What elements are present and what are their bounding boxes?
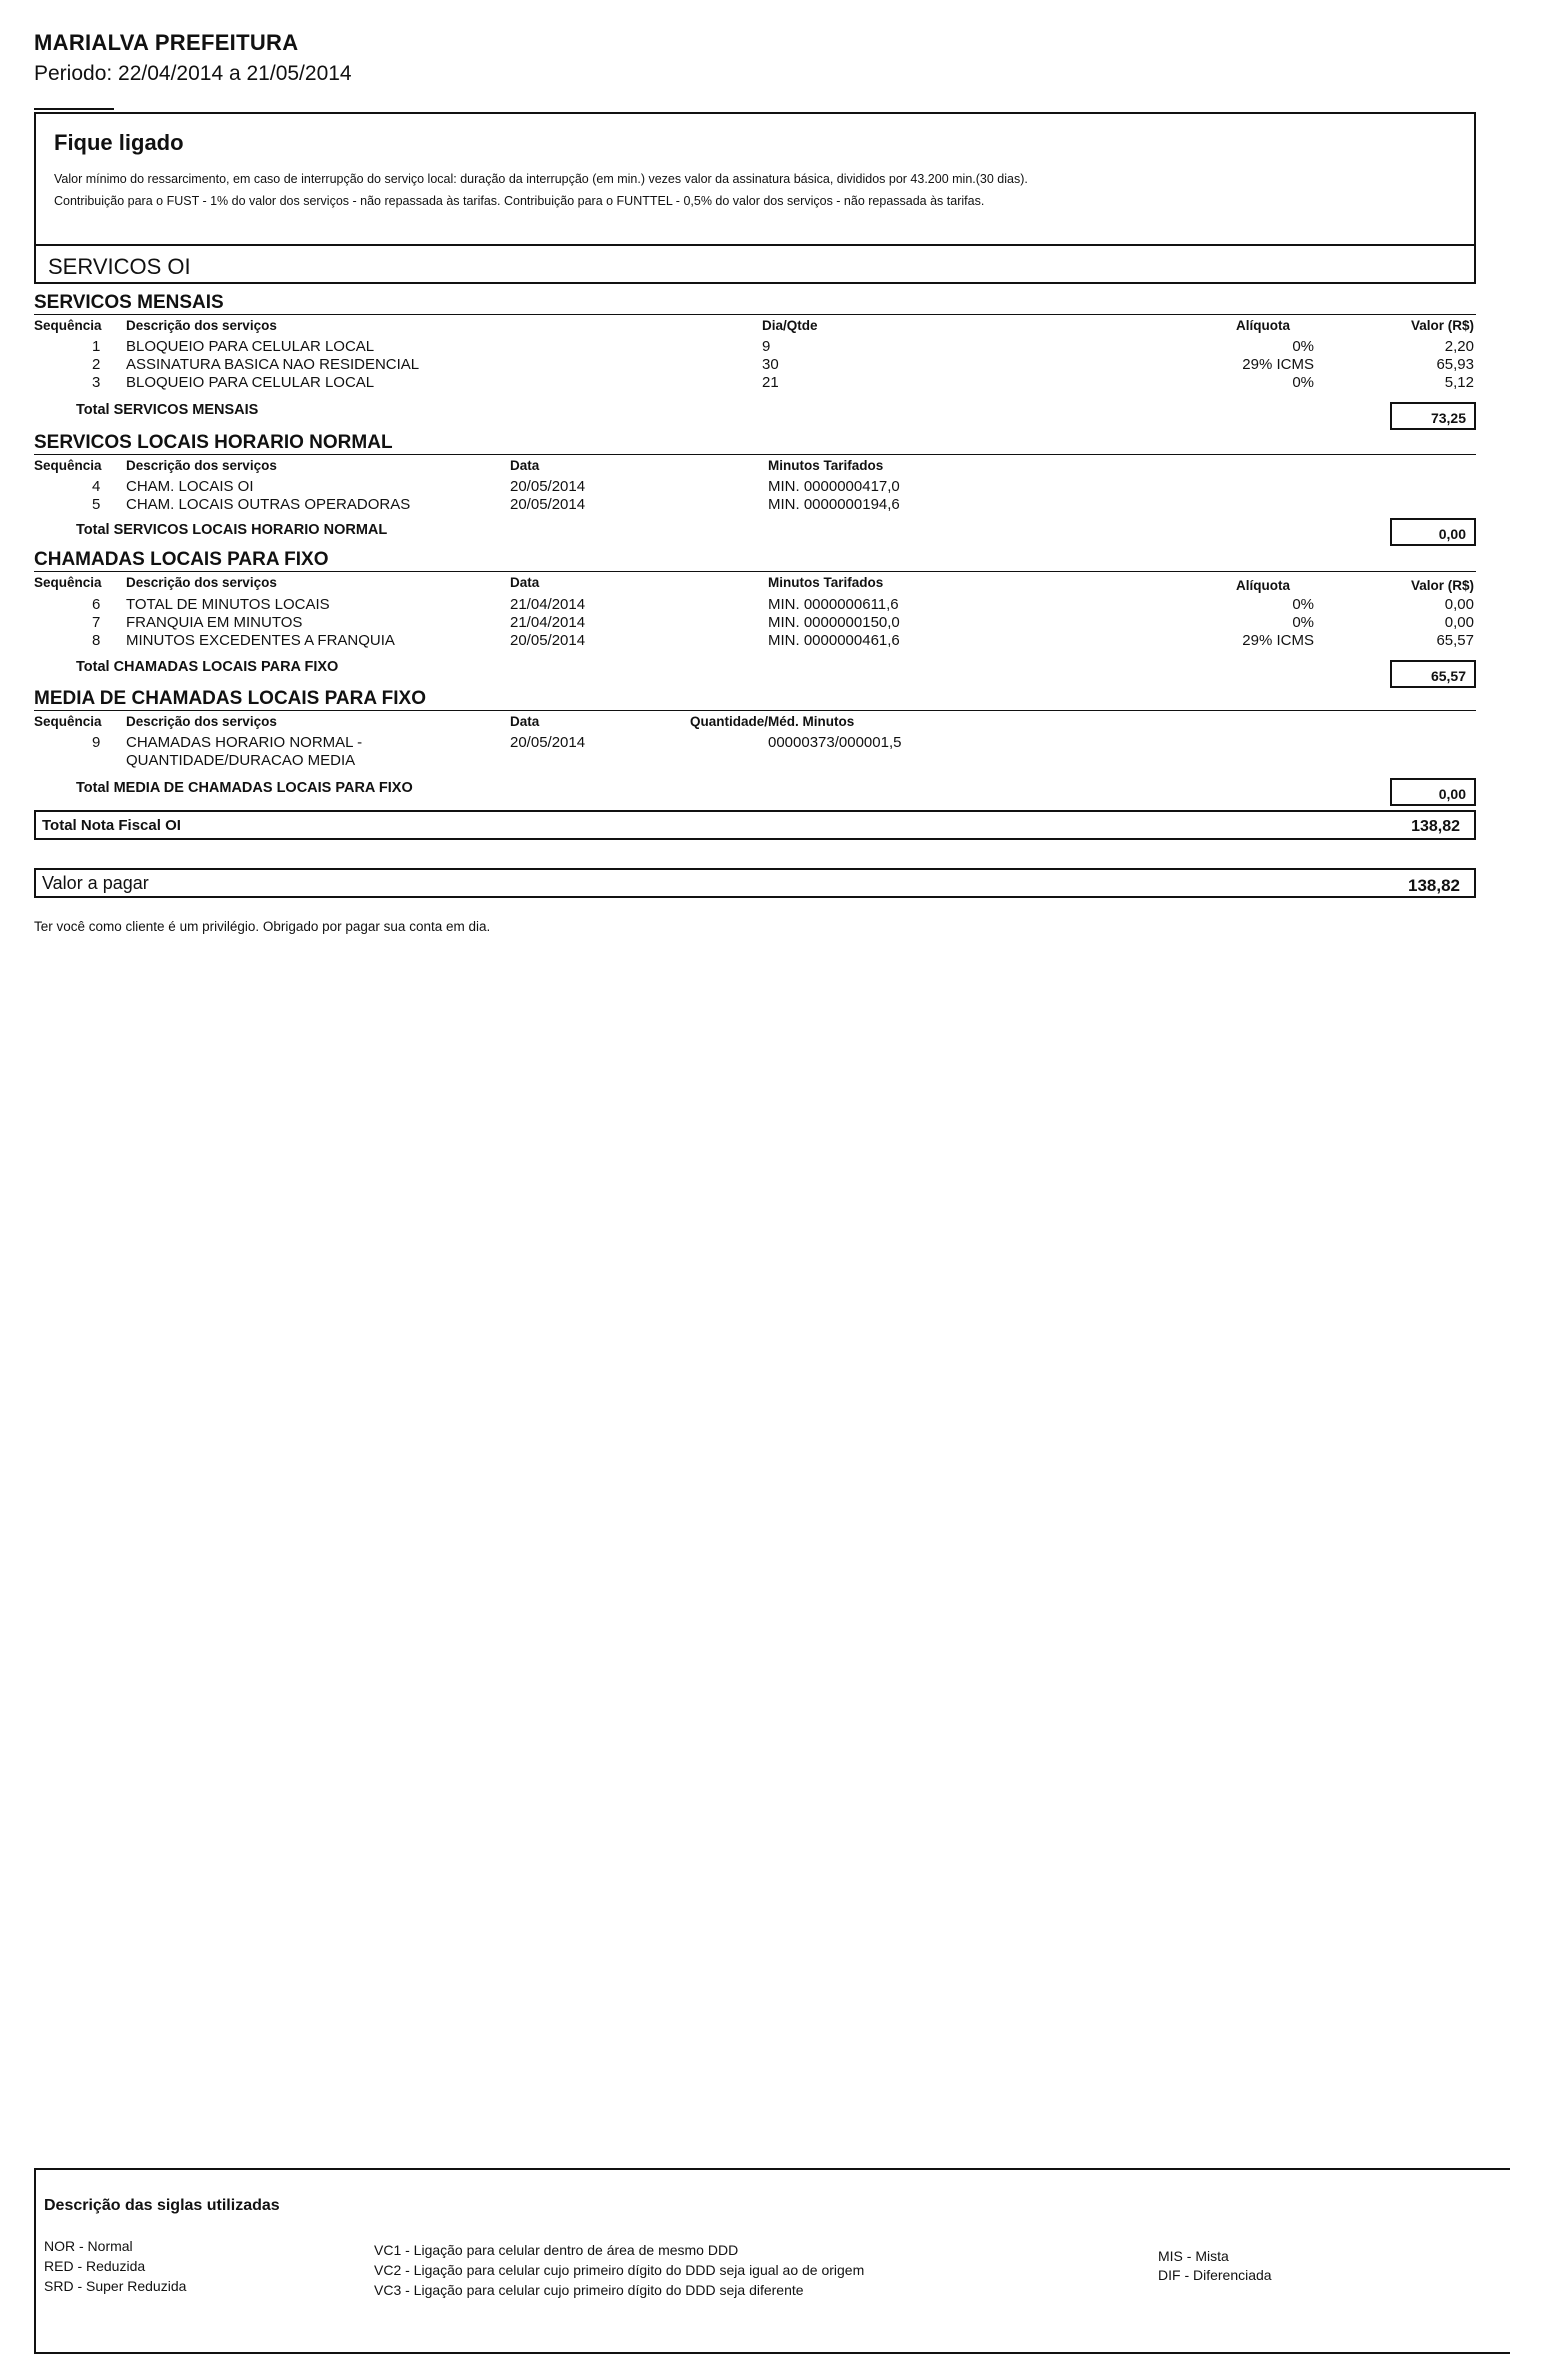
header-divider xyxy=(34,108,114,110)
legend-item: VC1 - Ligação para celular dentro de área de mesmo DDD xyxy=(374,2242,739,2258)
rate-cell: 0% xyxy=(1292,374,1314,391)
total-label: Total CHAMADAS LOCAIS PARA FIXO xyxy=(76,659,339,675)
legend-item: VC2 - Ligação para celular cujo primeiro dígito do DDD seja igual ao de origem xyxy=(374,2262,865,2278)
total-value: 73,25 xyxy=(1390,402,1476,430)
legend-item: DIF - Diferenciada xyxy=(1158,2267,1272,2283)
group-divider xyxy=(34,571,1476,572)
column-header: Alíquota xyxy=(1236,318,1290,333)
column-header: Valor (R$) xyxy=(1410,318,1474,333)
page-header xyxy=(34,30,352,86)
seq-cell: 6 xyxy=(92,596,101,613)
legend-title: Descrição das siglas utilizadas xyxy=(44,2197,280,2214)
column-header: Descrição dos serviços xyxy=(126,575,277,590)
column-header: Sequência xyxy=(34,318,102,333)
group-title: SERVICOS MENSAIS xyxy=(34,292,224,313)
legend-item: NOR - Normal xyxy=(44,2238,133,2254)
column-header: Minutos Tarifados xyxy=(768,575,884,590)
thank-you-message: Ter você como cliente é um privilégio. Obrigado por pagar sua conta em dia. xyxy=(34,919,491,934)
amount-due-label: Valor a pagar xyxy=(42,873,149,893)
column-header: Quantidade/Méd. Minutos xyxy=(690,714,855,729)
date-cell: 21/04/2014 xyxy=(510,596,586,613)
date-cell: 20/05/2014 xyxy=(510,734,586,751)
invoice-total-label: Total Nota Fiscal OI xyxy=(42,817,181,834)
total-label: Total MEDIA DE CHAMADAS LOCAIS PARA FIXO xyxy=(76,780,413,796)
group-title: CHAMADAS LOCAIS PARA FIXO xyxy=(34,549,329,570)
group-divider xyxy=(34,710,1476,711)
description-cell: ASSINATURA BASICA NAO RESIDENCIAL xyxy=(126,356,420,373)
seq-cell: 8 xyxy=(92,632,101,649)
company-name: MARIALVA PREFEITURA xyxy=(34,30,299,55)
value-cell: 0,00 xyxy=(1444,596,1474,613)
billing-period: Periodo: 22/04/2014 a 21/05/2014 xyxy=(34,62,352,85)
seq-cell: 1 xyxy=(92,338,101,355)
rate-cell: 0% xyxy=(1292,338,1314,355)
column-header: Descrição dos serviços xyxy=(126,458,277,473)
group-title: SERVICOS LOCAIS HORARIO NORMAL xyxy=(34,432,393,453)
rate-cell: 0% xyxy=(1292,596,1314,613)
column-header: Data xyxy=(510,458,540,473)
column-header: Alíquota xyxy=(1236,578,1290,593)
date-cell: 20/05/2014 xyxy=(510,478,586,495)
minutes-cell: MIN. 0000000150,0 xyxy=(768,614,900,631)
column-header: Descrição dos serviços xyxy=(126,714,277,729)
notice-text-line: Valor mínimo do ressarcimento, em caso de interrupção do serviço local: duração da interrupção (em min.) vezes valor da assinatura básica, divididos por 43.200 min.(30 dias). xyxy=(54,172,1028,186)
seq-cell: 3 xyxy=(92,374,101,391)
section-title-box xyxy=(34,244,1476,284)
column-header: Data xyxy=(510,714,540,729)
group-title: MEDIA DE CHAMADAS LOCAIS PARA FIXO xyxy=(34,688,426,709)
date-cell: 20/05/2014 xyxy=(510,496,586,513)
invoice-total-value: 138,82 xyxy=(1411,818,1460,835)
column-header: Dia/Qtde xyxy=(762,318,818,333)
column-header: Sequência xyxy=(34,575,102,590)
rate-cell: 29% ICMS xyxy=(1242,632,1314,649)
column-header: Minutos Tarifados xyxy=(768,458,884,473)
value-cell: 0,00 xyxy=(1444,614,1474,631)
value-cell: 5,12 xyxy=(1444,374,1474,391)
value-cell: 65,93 xyxy=(1436,356,1474,373)
column-header: Sequência xyxy=(34,714,102,729)
description-cell: MINUTOS EXCEDENTES A FRANQUIA xyxy=(126,632,395,649)
description-cell: CHAM. LOCAIS OI xyxy=(126,478,254,495)
quantity-cell: 21 xyxy=(762,374,779,391)
legend-item: RED - Reduzida xyxy=(44,2258,146,2274)
group-divider xyxy=(34,314,1476,315)
value-cell: 65,57 xyxy=(1436,632,1474,649)
rate-cell: 29% ICMS xyxy=(1242,356,1314,373)
seq-cell: 5 xyxy=(92,496,101,513)
amount-due-bar xyxy=(34,868,1476,898)
minutes-cell: MIN. 0000000194,6 xyxy=(768,496,900,513)
description-cell: CHAM. LOCAIS OUTRAS OPERADORAS xyxy=(126,496,411,513)
date-cell: 20/05/2014 xyxy=(510,632,586,649)
minutes-cell: MIN. 0000000417,0 xyxy=(768,478,900,495)
description-cell: CHAMADAS HORARIO NORMAL - xyxy=(126,734,363,751)
total-value: 0,00 xyxy=(1390,518,1476,546)
description-cell: TOTAL DE MINUTOS LOCAIS xyxy=(126,596,330,613)
column-header: Sequência xyxy=(34,458,102,473)
total-value: 0,00 xyxy=(1390,778,1476,806)
minutes-cell: MIN. 0000000611,6 xyxy=(768,596,899,613)
legend-item: MIS - Mista xyxy=(1158,2248,1229,2264)
section-title: SERVICOS OI xyxy=(48,254,191,279)
column-header: Valor (R$) xyxy=(1410,578,1474,593)
seq-cell: 7 xyxy=(92,614,101,631)
description-cell: BLOQUEIO PARA CELULAR LOCAL xyxy=(126,338,375,355)
column-header: Data xyxy=(510,575,540,590)
minutes-cell: MIN. 0000000461,6 xyxy=(768,632,900,649)
value-cell: 2,20 xyxy=(1444,338,1474,355)
group-divider xyxy=(34,454,1476,455)
quantity-cell: 00000373/000001,5 xyxy=(768,734,902,751)
total-label: Total SERVICOS LOCAIS HORARIO NORMAL xyxy=(76,522,388,538)
date-cell: 21/04/2014 xyxy=(510,614,586,631)
description-cell: FRANQUIA EM MINUTOS xyxy=(126,614,303,631)
total-label: Total SERVICOS MENSAIS xyxy=(76,402,259,418)
legend-item: SRD - Super Reduzida xyxy=(44,2278,187,2294)
notice-text-line: Contribuição para o FUST - 1% do valor dos serviços - não repassada às tarifas. Contribuição para o FUNTTEL - 0,5% do valor dos serviços - não repassada às tarifas. xyxy=(54,194,985,208)
seq-cell: 9 xyxy=(92,734,101,751)
abbreviations-legend xyxy=(34,2168,1510,2354)
amount-due-value: 138,82 xyxy=(1408,876,1460,895)
description-cell: QUANTIDADE/DURACAO MEDIA xyxy=(126,752,356,769)
notice-title: Fique ligado xyxy=(54,130,184,155)
total-value: 65,57 xyxy=(1390,660,1476,688)
column-header: Descrição dos serviços xyxy=(126,318,277,333)
legend-item: VC3 - Ligação para celular cujo primeiro dígito do DDD seja diferente xyxy=(374,2282,804,2298)
quantity-cell: 30 xyxy=(762,356,779,373)
quantity-cell: 9 xyxy=(762,338,771,355)
description-cell: BLOQUEIO PARA CELULAR LOCAL xyxy=(126,374,375,391)
seq-cell: 4 xyxy=(92,478,101,495)
rate-cell: 0% xyxy=(1292,614,1314,631)
invoice-total-bar xyxy=(34,810,1476,840)
seq-cell: 2 xyxy=(92,356,101,373)
